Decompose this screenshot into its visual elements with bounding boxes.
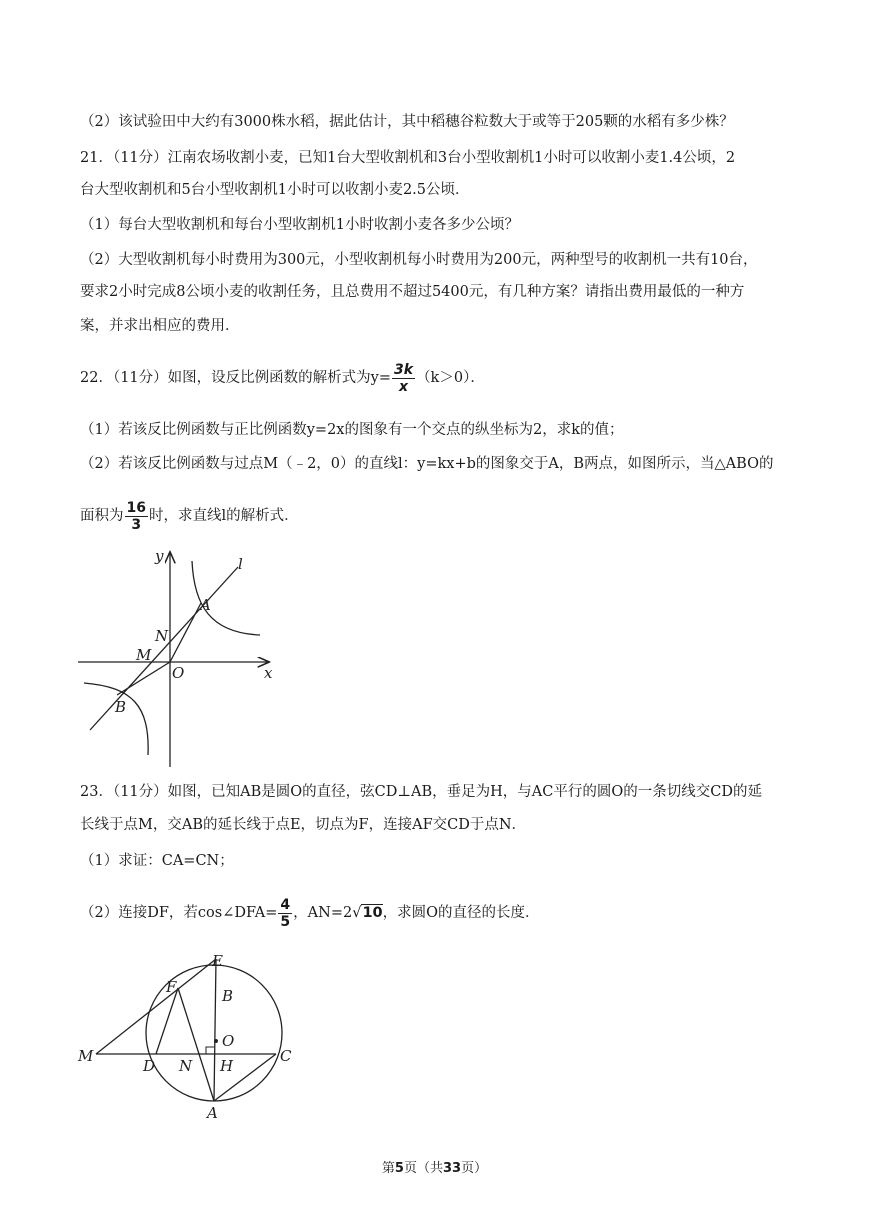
label-f: F [166, 978, 177, 996]
label-n: N [155, 627, 169, 645]
q23-part1: （1）求证：CA=CN； [80, 853, 234, 869]
q22-part2-text: 面积为 [80, 508, 124, 524]
q22-part2-line1: （2）若该反比例函数与过点M（﹣2，0）的直线l：y=kx+b的图象交于A，B两点，如图所示，当△ABO的 [80, 456, 774, 472]
q21-part2-line1: （2）大型收割机每小时费用为300元，小型收割机每小时费用为200元，两种型号的收割机一共有10台， [80, 252, 758, 268]
q23-part2 [80, 891, 540, 935]
label-o: O [172, 664, 185, 682]
fraction-denominator: 5 [280, 913, 291, 930]
q23-part2-text: （2）连接DF，若cos∠DFA= [80, 905, 278, 921]
fraction-numerator: 16 [126, 499, 146, 516]
fraction-denominator: x [399, 378, 409, 395]
q23-part2-text-mid: ，AN=2 [293, 905, 353, 921]
footer-total-pages: 33 [442, 1161, 462, 1176]
line-l [90, 567, 238, 730]
center-point-o [214, 1039, 218, 1043]
q22-stem-condition: （k＞0）． [416, 370, 485, 386]
footer-prefix: 第 [381, 1161, 395, 1176]
label-h: H [220, 1057, 234, 1075]
q20-part2: （2）该试验田中大约有3000株水稻，据此估计，其中稻穗谷粒数大于或等于205颗的水稻有多少株？ [80, 114, 734, 130]
q23-part2-text-end: ，求圆O的直径的长度． [382, 905, 540, 921]
fraction-16-over-3 [125, 500, 148, 533]
q22-part2-text-end: 时，求直线l的解析式． [148, 508, 299, 524]
segment-ea [214, 959, 216, 1101]
fraction-4-over-5 [278, 897, 292, 930]
right-angle-mark [206, 1047, 214, 1054]
label-c: C [280, 1047, 292, 1065]
q22-stem-text: 22．（11分）如图，设反比例函数的解析式为y= [80, 370, 391, 386]
label-y: y [155, 547, 164, 565]
fraction-numerator: 4 [280, 896, 291, 913]
segment-fa [178, 988, 214, 1101]
q21-stem-line2: 台大型收割机和5台小型收割机1小时可以收割小麦2.5公顷． [80, 182, 470, 198]
label-m: M [78, 1047, 94, 1065]
segment-ob [117, 662, 170, 695]
sqrt-radicand: 10 [362, 905, 383, 921]
q23-stem-line2: 长线于点M，交AB的延长线于点E，切点为F，连接AF交CD于点N． [80, 817, 527, 833]
fraction-numerator: 3k [394, 361, 414, 378]
label-a: A [200, 596, 211, 614]
label-l: l [238, 555, 243, 573]
label-b: B [222, 987, 234, 1005]
q21-stem-line1: 21．（11分）江南农场收割小麦，已知1台大型收割机和3台小型收割机1小时可以收割小麦1.4公顷，2 [80, 150, 736, 166]
figure-q23-circle [70, 948, 310, 1122]
q22-part1: （1）若该反比例函数与正比例函数y=2x的图象有一个交点的纵坐标为2，求k的值； [80, 422, 624, 438]
fraction-denominator: 3 [131, 516, 142, 533]
label-b: B [115, 698, 127, 716]
label-e: E [212, 952, 223, 970]
figure-q22-graph [70, 545, 280, 775]
footer-page-number: 5 [394, 1161, 404, 1176]
label-n: N [179, 1057, 193, 1075]
q21-part1: （1）每台大型收割机和每台小型收割机1小时收割小麦各多少公顷？ [80, 217, 519, 233]
label-d: D [143, 1057, 156, 1075]
segment-oa [170, 603, 201, 662]
label-x: x [264, 664, 273, 682]
tangent-line-me [96, 959, 216, 1054]
page-footer [0, 1157, 869, 1176]
q22-part2-line2 [80, 496, 299, 536]
label-o: O [222, 1032, 235, 1050]
sqrt-symbol: √ [352, 905, 362, 921]
hyperbola-branch-lower [84, 683, 148, 755]
label-a: A [207, 1104, 218, 1122]
q22-stem [80, 360, 485, 396]
q21-part2-line3: 案，并求出相应的费用． [80, 318, 240, 334]
q21-part2-line2: 要求2小时完成8公顷小麦的收割任务，且总费用不超过5400元，有几种方案？请指出费用最低的一种方 [80, 284, 745, 300]
label-m: M [136, 646, 152, 664]
footer-suffix: 页） [461, 1161, 488, 1176]
fraction-3k-over-x [392, 362, 415, 395]
q23-stem-line1: 23．（11分）如图，已知AB是圆O的直径，弦CD⊥AB，垂足为H，与AC平行的圆O的一条切线交CD的延 [80, 784, 762, 800]
footer-middle: 页（共 [403, 1161, 443, 1176]
